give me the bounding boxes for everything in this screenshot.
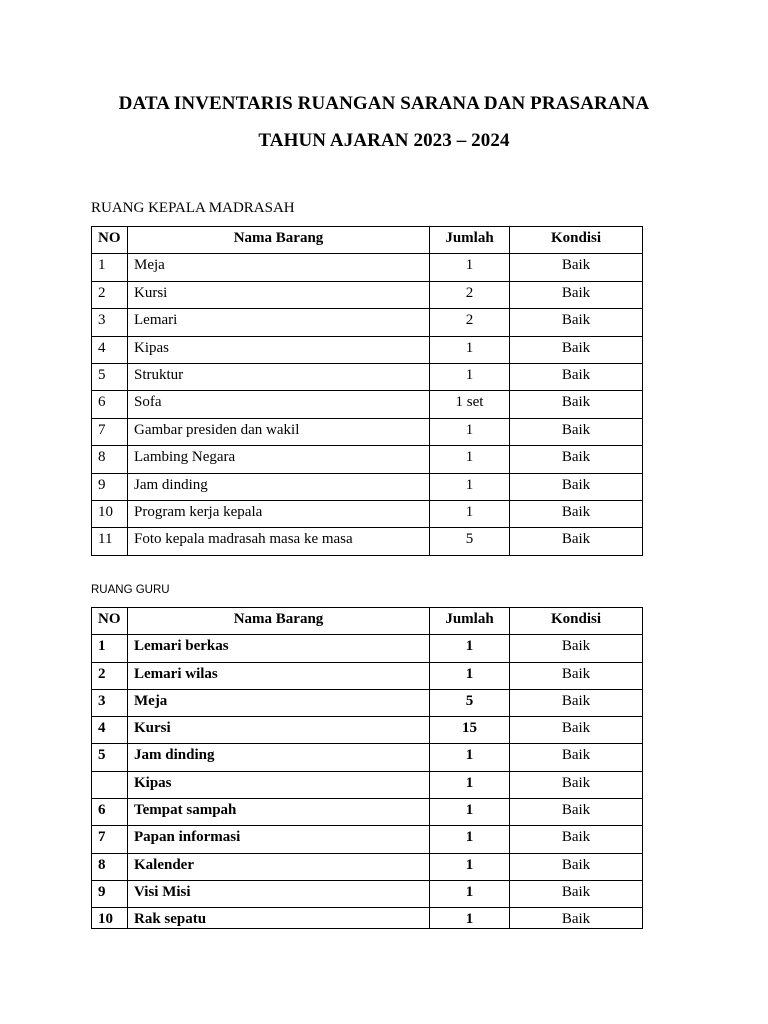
cell-item-name: Meja	[128, 689, 430, 716]
document-title: DATA INVENTARIS RUANGAN SARANA DAN PRASARANA	[118, 93, 650, 114]
table-row	[92, 281, 643, 308]
cell-condition: Baik	[510, 689, 643, 716]
inventory-table-kepala	[91, 226, 643, 556]
cell-item-name: Kursi	[128, 717, 430, 744]
cell-qty: 1 set	[430, 391, 510, 418]
column-header-condition: Kondisi	[510, 227, 643, 254]
table-row	[92, 528, 643, 555]
table-row	[92, 744, 643, 771]
cell-condition: Baik	[510, 254, 643, 281]
table-row	[92, 635, 643, 662]
cell-no: 6	[92, 391, 128, 418]
cell-item-name: Lemari wilas	[128, 662, 430, 689]
cell-no: 5	[92, 363, 128, 390]
table-row	[92, 500, 643, 527]
cell-condition: Baik	[510, 826, 643, 853]
table-row	[92, 391, 643, 418]
cell-qty: 2	[430, 309, 510, 336]
document-subtitle: TAHUN AJARAN 2023 – 2024	[258, 130, 510, 151]
section-heading-guru: RUANG GURU	[91, 584, 170, 596]
table-row	[92, 826, 643, 853]
cell-no	[92, 771, 128, 798]
cell-item-name: Kursi	[128, 281, 430, 308]
cell-no: 10	[92, 500, 128, 527]
cell-item-name: Lambing Negara	[128, 446, 430, 473]
table-row	[92, 336, 643, 363]
cell-qty: 1	[430, 771, 510, 798]
table-body-guru	[92, 635, 643, 929]
cell-qty: 1	[430, 363, 510, 390]
table-row	[92, 853, 643, 880]
cell-qty: 1	[430, 635, 510, 662]
column-header-qty: Jumlah	[430, 227, 510, 254]
cell-qty: 1	[430, 473, 510, 500]
table-header-row	[92, 608, 643, 635]
cell-condition: Baik	[510, 336, 643, 363]
cell-item-name: Struktur	[128, 363, 430, 390]
cell-qty: 1	[430, 500, 510, 527]
cell-no: 2	[92, 662, 128, 689]
table-row	[92, 309, 643, 336]
cell-condition: Baik	[510, 908, 643, 929]
cell-condition: Baik	[510, 418, 643, 445]
table-row	[92, 717, 643, 744]
cell-item-name: Sofa	[128, 391, 430, 418]
cell-no: 4	[92, 717, 128, 744]
cell-item-name: Rak sepatu	[128, 908, 430, 929]
cell-no: 7	[92, 826, 128, 853]
cell-qty: 1	[430, 418, 510, 445]
column-header-condition: Kondisi	[510, 608, 643, 635]
cell-condition: Baik	[510, 309, 643, 336]
cell-condition: Baik	[510, 363, 643, 390]
cell-qty: 2	[430, 281, 510, 308]
cell-item-name: Kipas	[128, 336, 430, 363]
column-header-qty: Jumlah	[430, 608, 510, 635]
cell-condition: Baik	[510, 717, 643, 744]
cell-condition: Baik	[510, 446, 643, 473]
cell-no: 3	[92, 309, 128, 336]
cell-no: 11	[92, 528, 128, 555]
table-row	[92, 363, 643, 390]
cell-item-name: Gambar presiden dan wakil	[128, 418, 430, 445]
cell-qty: 1	[430, 446, 510, 473]
cell-condition: Baik	[510, 635, 643, 662]
cell-qty: 1	[430, 799, 510, 826]
table-row	[92, 689, 643, 716]
cell-no: 1	[92, 254, 128, 281]
table-row	[92, 418, 643, 445]
column-header-no: NO	[92, 227, 128, 254]
table-row	[92, 446, 643, 473]
table-header-row	[92, 227, 643, 254]
cell-no: 10	[92, 908, 128, 929]
cell-item-name: Kipas	[128, 771, 430, 798]
table-row	[92, 771, 643, 798]
cell-qty: 1	[430, 853, 510, 880]
cell-condition: Baik	[510, 771, 643, 798]
cell-condition: Baik	[510, 473, 643, 500]
cell-no: 7	[92, 418, 128, 445]
cell-item-name: Papan informasi	[128, 826, 430, 853]
cell-qty: 5	[430, 528, 510, 555]
cell-item-name: Visi Misi	[128, 880, 430, 907]
cell-qty: 1	[430, 254, 510, 281]
cell-qty: 1	[430, 336, 510, 363]
table-row	[92, 662, 643, 689]
cell-no: 8	[92, 446, 128, 473]
cell-item-name: Jam dinding	[128, 744, 430, 771]
cell-no: 9	[92, 473, 128, 500]
cell-condition: Baik	[510, 799, 643, 826]
cell-no: 6	[92, 799, 128, 826]
cell-item-name: Kalender	[128, 853, 430, 880]
cell-qty: 1	[430, 908, 510, 929]
cell-no: 1	[92, 635, 128, 662]
cell-no: 3	[92, 689, 128, 716]
table-row	[92, 254, 643, 281]
cell-item-name: Foto kepala madrasah masa ke masa	[128, 528, 430, 555]
cell-condition: Baik	[510, 853, 643, 880]
cell-item-name: Program kerja kepala	[128, 500, 430, 527]
cell-no: 8	[92, 853, 128, 880]
cell-item-name: Tempat sampah	[128, 799, 430, 826]
column-header-name: Nama Barang	[128, 227, 430, 254]
cell-item-name: Lemari berkas	[128, 635, 430, 662]
table-row	[92, 880, 643, 907]
cell-item-name: Meja	[128, 254, 430, 281]
cell-condition: Baik	[510, 662, 643, 689]
inventory-table-guru	[91, 607, 643, 929]
cell-item-name: Jam dinding	[128, 473, 430, 500]
cell-condition: Baik	[510, 500, 643, 527]
cell-no: 4	[92, 336, 128, 363]
cell-condition: Baik	[510, 281, 643, 308]
table-body-kepala	[92, 254, 643, 555]
table-row	[92, 908, 643, 929]
column-header-no: NO	[92, 608, 128, 635]
cell-condition: Baik	[510, 528, 643, 555]
table-row	[92, 473, 643, 500]
cell-qty: 15	[430, 717, 510, 744]
cell-no: 5	[92, 744, 128, 771]
cell-item-name: Lemari	[128, 309, 430, 336]
cell-condition: Baik	[510, 391, 643, 418]
cell-qty: 1	[430, 744, 510, 771]
cell-qty: 1	[430, 662, 510, 689]
cell-no: 2	[92, 281, 128, 308]
cell-qty: 1	[430, 880, 510, 907]
cell-condition: Baik	[510, 744, 643, 771]
cell-qty: 5	[430, 689, 510, 716]
cell-qty: 1	[430, 826, 510, 853]
table-row	[92, 799, 643, 826]
column-header-name: Nama Barang	[128, 608, 430, 635]
section-heading-kepala: RUANG KEPALA MADRASAH	[91, 200, 295, 216]
cell-no: 9	[92, 880, 128, 907]
cell-condition: Baik	[510, 880, 643, 907]
